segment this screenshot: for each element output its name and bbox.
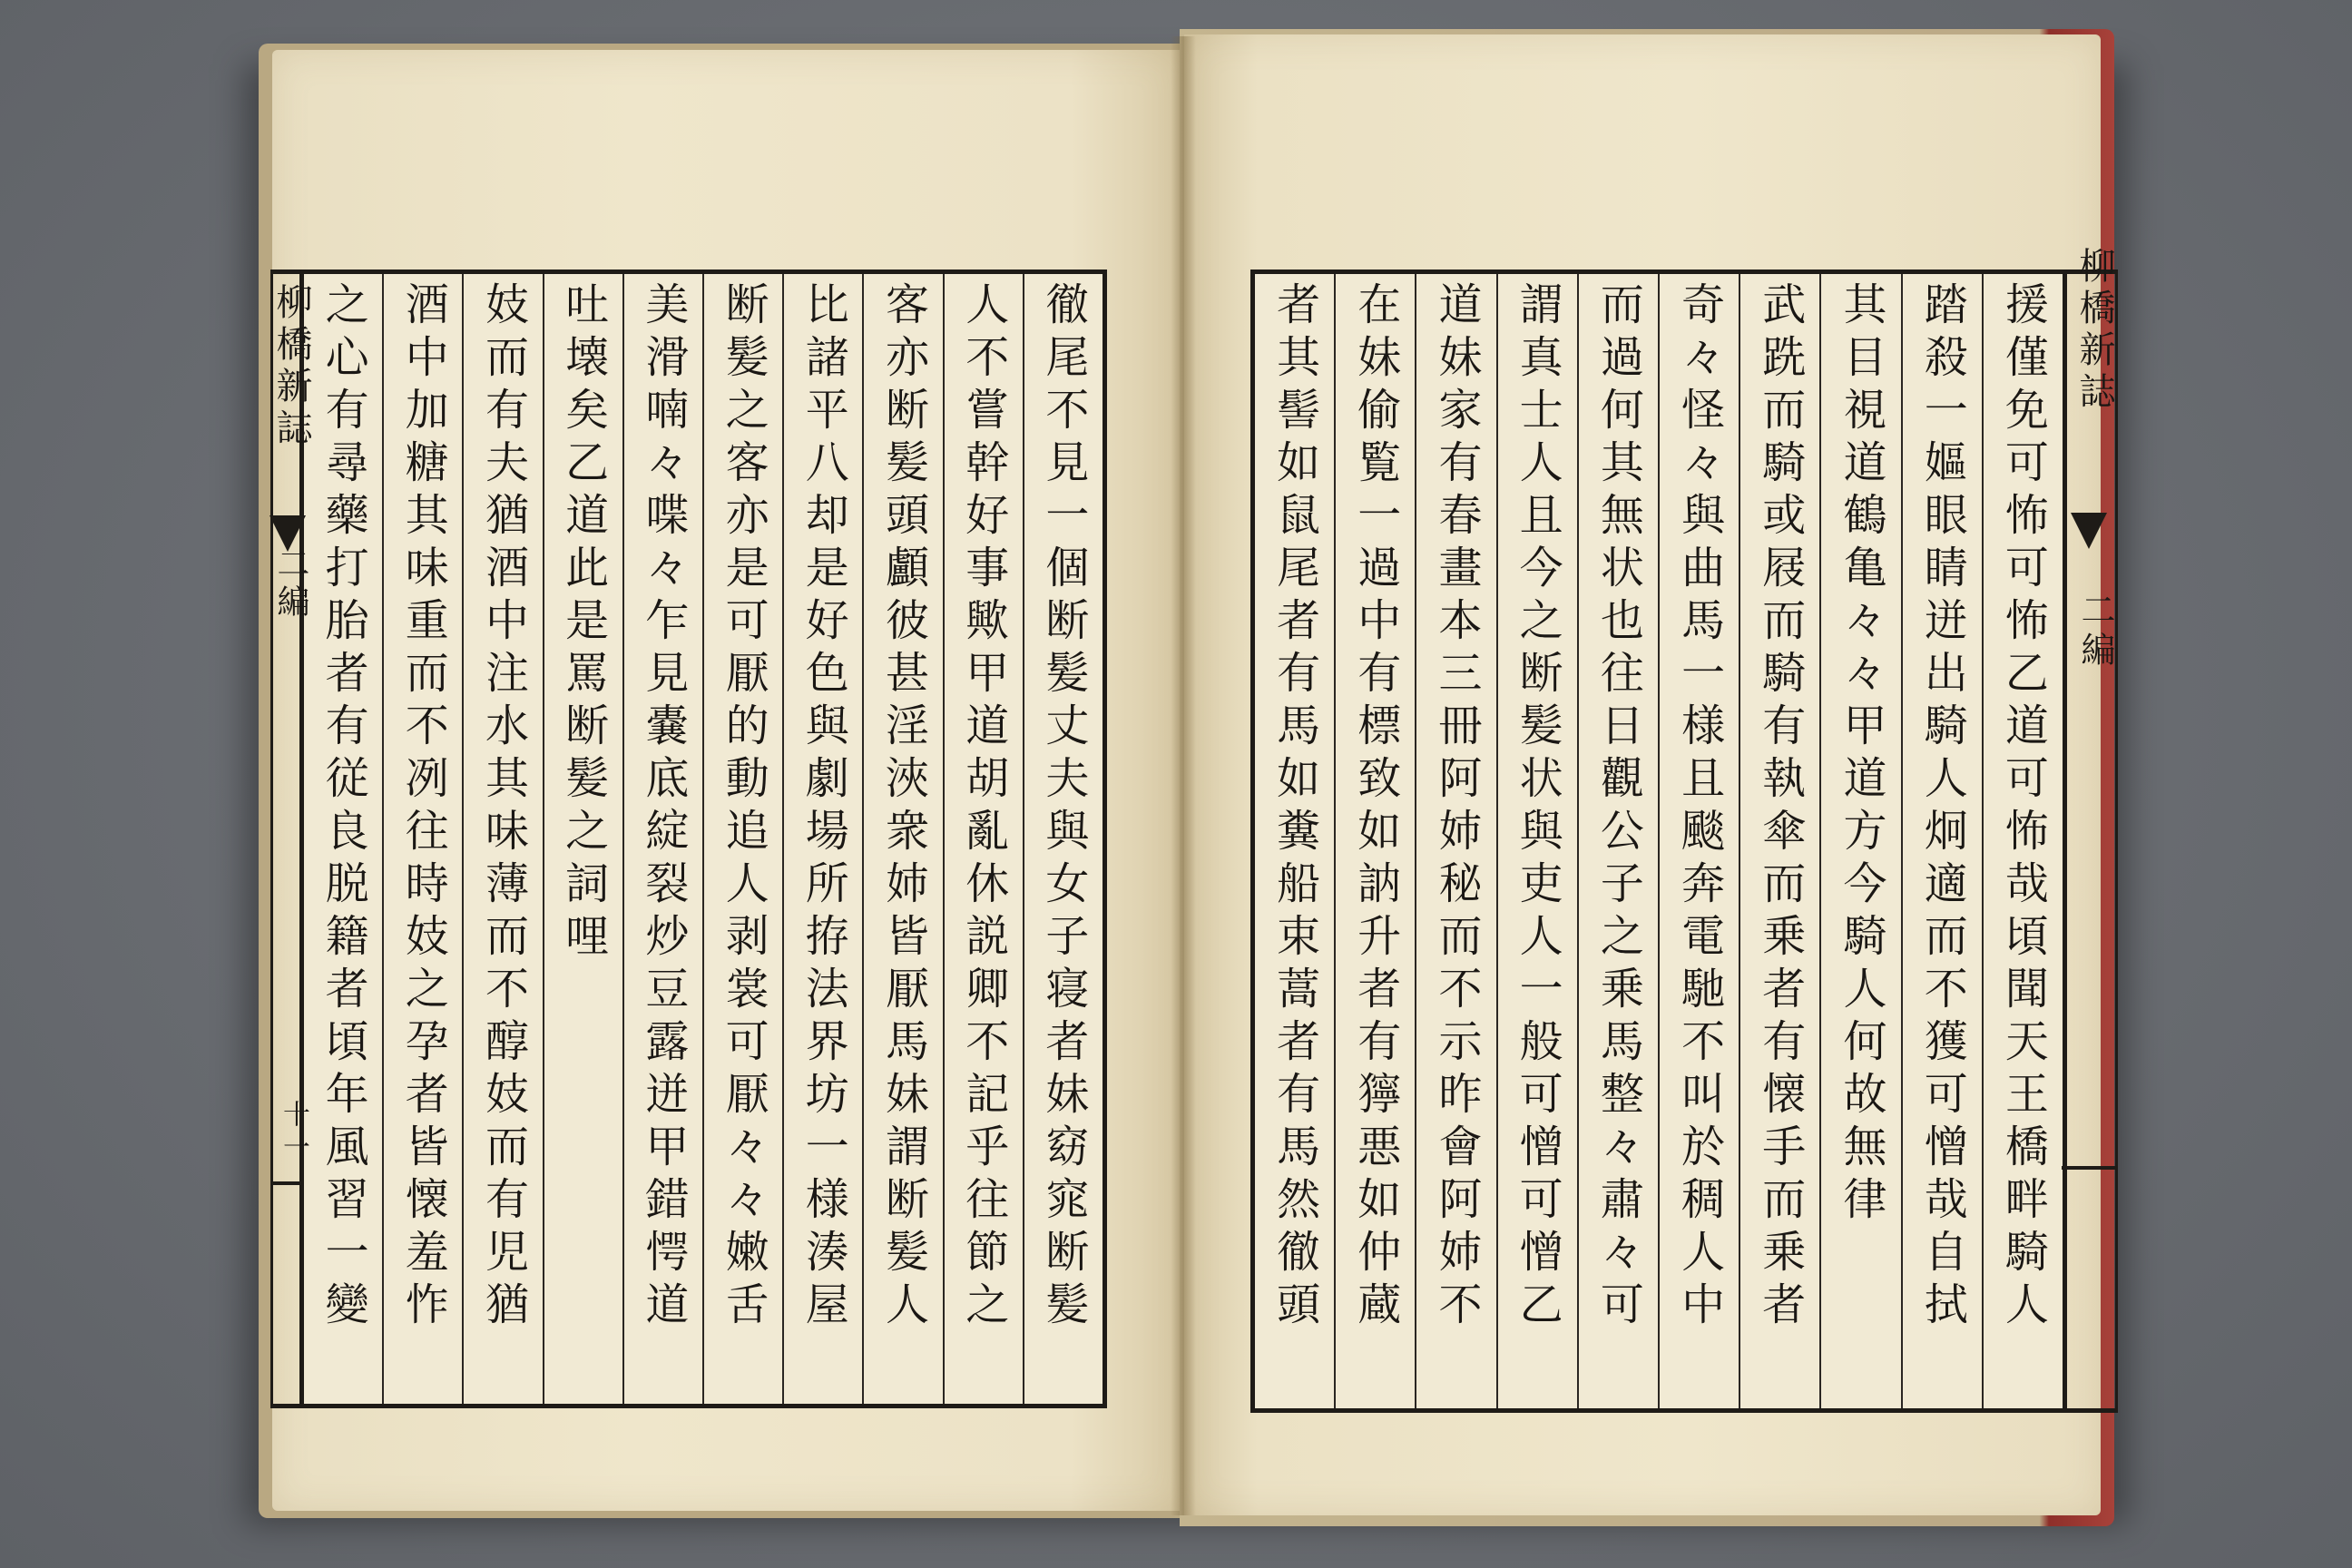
column-text: 武跣而騎或屐而騎有執傘而乗者有懐手而乗者 [1754, 281, 1806, 1334]
text-column [1658, 274, 1739, 1408]
text-column [702, 274, 782, 1404]
column-text: 妓而有夫猶酒中注水其味薄而不醇妓而有児猶 [477, 281, 529, 1334]
right-hashira-volume: 二編 [2075, 592, 2115, 671]
text-column [1496, 274, 1577, 1408]
column-text: 比諸平八却是好色與劇場所拵法界坊一様湊屋 [798, 281, 849, 1334]
left-text-block [299, 270, 1107, 1408]
column-text: 者其髻如鼠尾者有馬如糞船束蒿者有馬然徹頭 [1269, 281, 1320, 1334]
right-columns [1255, 274, 2063, 1408]
right-hashira [2062, 247, 2118, 1413]
text-column [1334, 274, 1415, 1408]
column-text: 人不嘗幹好事歟甲道胡亂休説卿不記乎往節之 [957, 281, 1009, 1334]
column-text: 道妹家有春畫本三冊阿姉秘而不示昨會阿姉不 [1430, 281, 1482, 1334]
text-column [1982, 274, 2063, 1408]
column-text: 断髪之客亦是可厭的動追人剥裳可厭々々嫩舌 [718, 281, 769, 1334]
text-column [1415, 274, 1495, 1408]
book-gutter [1171, 36, 1196, 1515]
column-text: 援僅免可怖可怖乙道可怖哉頃聞天王橋畔騎人 [1997, 281, 2049, 1334]
column-text: 奇々怪々與曲馬一様且颷奔電馳不叫於稠人中 [1673, 281, 1725, 1334]
left-fishtail-mark [270, 515, 306, 552]
column-text: 徹尾不見一個断髪丈夫與女子寝者妹窈窕断髪 [1037, 281, 1089, 1334]
text-column [782, 274, 862, 1404]
left-hashira-volume: 二編 [272, 546, 309, 622]
text-column [1739, 274, 1819, 1408]
column-text: 而過何其無状也往日觀公子之乗馬整々肅々可 [1592, 281, 1644, 1334]
column-text: 在妹偷覧一過中有標致如訥升者有獰悪如仲蔵 [1349, 281, 1401, 1334]
column-text: 客亦断髪頭顱彼甚淫浹衆姉皆厭馬妹謂断髪人 [877, 281, 929, 1334]
text-column [1023, 274, 1102, 1404]
column-text: 酒中加糖其味重而不冽往時妓之孕者皆懐羞怍 [397, 281, 449, 1334]
column-text: 其目視道鶴亀々々甲道方今騎人何故無律 [1835, 281, 1886, 1229]
text-column [622, 274, 702, 1404]
text-column [862, 274, 942, 1404]
text-column [462, 274, 542, 1404]
text-column [1901, 274, 1982, 1408]
column-text: 美滑喃々喋々乍見嚢底綻裂炒豆露迸甲錯愕道 [637, 281, 689, 1334]
column-text: 謂真士人且今之断髪状與吏人一般可憎可憎乙 [1512, 281, 1563, 1334]
right-fishtail-line [2062, 1166, 2118, 1170]
page-number: 十一 [278, 1100, 309, 1165]
right-fishtail-mark [2071, 513, 2107, 549]
left-columns [304, 274, 1102, 1404]
text-column [943, 274, 1023, 1404]
column-text: 之心有尋藥打胎者有従良脱籍者頃年風習一變 [318, 281, 369, 1334]
column-text: 踏殺一嫗眼睛迸出騎人炯適而不獲可憎哉自拭 [1916, 281, 1968, 1334]
left-hashira [270, 270, 312, 1408]
column-text: 吐壊矣乙道此是罵断髪之詞哩 [557, 281, 609, 965]
text-column [543, 274, 622, 1404]
text-column [1819, 274, 1900, 1408]
text-column [1577, 274, 1658, 1408]
left-hashira-title: 柳橋新誌 [270, 283, 312, 450]
text-column [382, 274, 462, 1404]
right-hashira-title: 柳橋新誌 [2073, 247, 2115, 414]
left-fishtail-line [270, 1181, 303, 1185]
text-column [1255, 274, 1334, 1408]
right-text-block [1250, 270, 2067, 1413]
